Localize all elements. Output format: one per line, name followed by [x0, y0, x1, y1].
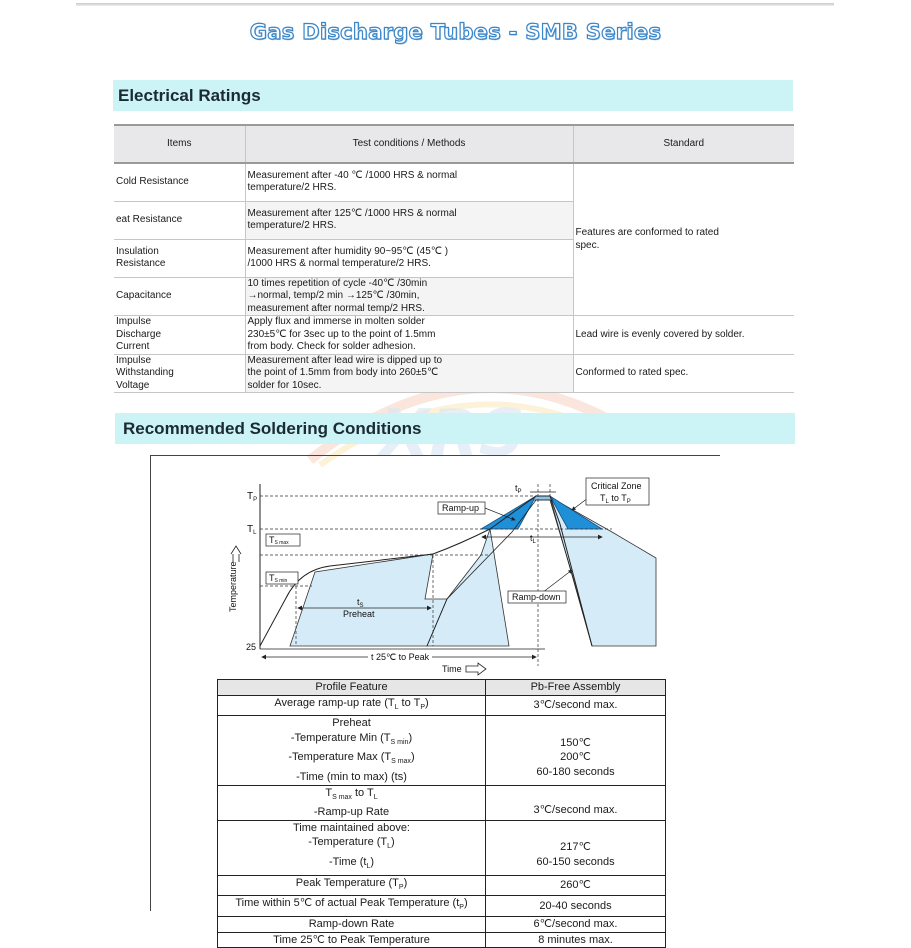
reflow-profile-diagram [220, 474, 665, 679]
table-row [218, 896, 666, 917]
frame-line-top [150, 455, 720, 456]
feature-cell: Time maintained above: -Temperature $(T_L)$ -Time $(t_L)$ [218, 820, 486, 875]
table-row [218, 785, 666, 820]
table-row [218, 820, 666, 875]
electrical-ratings-heading: Electrical Ratings [113, 80, 793, 111]
tl-time-label: $t_L$ [530, 533, 536, 545]
standard-cell: Features are conformed to rated spec. [573, 163, 794, 316]
critical-zone-label-2: $T_L$ to $T_P$ [600, 493, 631, 505]
ramp-up-label: Ramp-up [442, 503, 480, 513]
value-cell: 20-40 seconds [486, 896, 666, 917]
table-row [218, 695, 666, 716]
tp-time-label: $t_P$ [515, 483, 522, 495]
tsmax-label: TS max [269, 535, 289, 546]
standard-cell: Conformed to rated spec. [573, 354, 794, 393]
table-row [218, 875, 666, 896]
value-cell: 6℃/second max. [486, 917, 666, 933]
electrical-ratings-table [114, 124, 794, 393]
ts-time-label: $t_S$ [357, 597, 364, 609]
t25-label: t 25℃ to Peak [371, 652, 430, 662]
feature-cell: Peak Temperature $(T_P)$ [218, 875, 486, 896]
col-header-items: Items [114, 125, 245, 163]
ramp-down-label: Ramp-down [512, 592, 561, 602]
page-title: Gas Discharge Tubes - SMB Series [249, 20, 662, 44]
table-row [114, 163, 794, 201]
x-axis-title: Time [442, 664, 462, 674]
condition-cell: 10 times repetition of cycle -40℃ /30min →normal, temp/2 min →125℃ /30min, measurement after normal temp/2 HRS. [245, 277, 573, 316]
feature-cell: Ramp-down Rate [218, 917, 486, 933]
item-cell: Insulation Resistance [114, 239, 245, 277]
table-header-row [218, 680, 666, 696]
reflow-profile-table [217, 679, 666, 948]
liquidus-area [427, 529, 509, 646]
item-cell: Cold Resistance [114, 163, 245, 201]
col-header-standard: Standard [573, 125, 794, 163]
feature-cell: Preheat -Temperature Min $(T_{S min})$ -Temperature Max $(T_{S max})$ -Time (min to max) (ts) [218, 716, 486, 785]
table-row [218, 932, 666, 948]
condition-cell: Apply flux and immerse in molten solder 230±5℃ for 3sec up to the point of 1.5mm from body. Check for solder adhesion. [245, 316, 573, 355]
value-cell: 3℃/second max. [486, 785, 666, 820]
feature-cell: $T_{S max}$ to $T_L$ -Ramp-up Rate [218, 785, 486, 820]
table-row [114, 316, 794, 355]
value-cell: 8 minutes max. [486, 932, 666, 948]
table-row [218, 716, 666, 785]
value-cell: 3℃/second max. [486, 695, 666, 716]
y-axis-arrow-icon [231, 546, 241, 562]
tp-label: $T_P$ [247, 491, 258, 503]
item-cell: Impulse Withstanding Voltage [114, 354, 245, 393]
tl-label: $T_L$ [247, 524, 257, 536]
table-row [218, 917, 666, 933]
col-header-profile-feature: Profile Feature [218, 680, 486, 696]
preheat-area [290, 554, 447, 646]
critical-zone-ramp-up [481, 496, 536, 529]
tsmin-label: TS min [269, 573, 288, 584]
item-cell: Impulse Discharge Current [114, 316, 245, 355]
item-cell: Capacitance [114, 277, 245, 316]
feature-cell: Time 25℃ to Peak Temperature [218, 932, 486, 948]
critical-pointer [572, 498, 588, 510]
top-divider [76, 3, 834, 6]
col-header-conditions: Test conditions / Methods [245, 125, 573, 163]
feature-cell: Time within 5℃ of actual Peak Temperature $(t_P)$ [218, 896, 486, 917]
value-cell: 217℃ 60-150 seconds [486, 820, 666, 875]
critical-zone-label-1: Critical Zone [591, 481, 642, 491]
x-axis-arrow-icon [466, 663, 486, 675]
condition-cell: Measurement after humidity 90~95℃ (45℃ ) /1000 HRS & normal temperature/2 HRS. [245, 239, 573, 277]
col-header-pb-free: Pb-Free Assembly [486, 680, 666, 696]
condition-cell: Measurement after lead wire is dipped up to the point of 1.5mm from body into 260±5℃ solder for 10sec. [245, 354, 573, 393]
condition-cell: Measurement after -40 ℃ /1000 HRS & normal temperature/2 HRS. [245, 163, 573, 201]
standard-cell: Lead wire is evenly covered by solder. [573, 316, 794, 355]
condition-cell: Measurement after 125℃ /1000 HRS & normal temperature/2 HRS. [245, 201, 573, 239]
soldering-conditions-heading: Recommended Soldering Conditions [115, 413, 795, 444]
table-row [114, 354, 794, 393]
preheat-label: Preheat [343, 609, 375, 619]
y-axis-title: Temperature [228, 561, 238, 612]
value-cell: 260℃ [486, 875, 666, 896]
value-cell: 150℃ 200℃ 60-180 seconds [486, 716, 666, 785]
table-header-row [114, 125, 794, 163]
item-cell: eat Resistance [114, 201, 245, 239]
y25-label: 25 [246, 642, 257, 652]
feature-cell: Average ramp-up rate ($T_L$ to $T_P$) [218, 695, 486, 716]
frame-line-left [150, 455, 151, 911]
